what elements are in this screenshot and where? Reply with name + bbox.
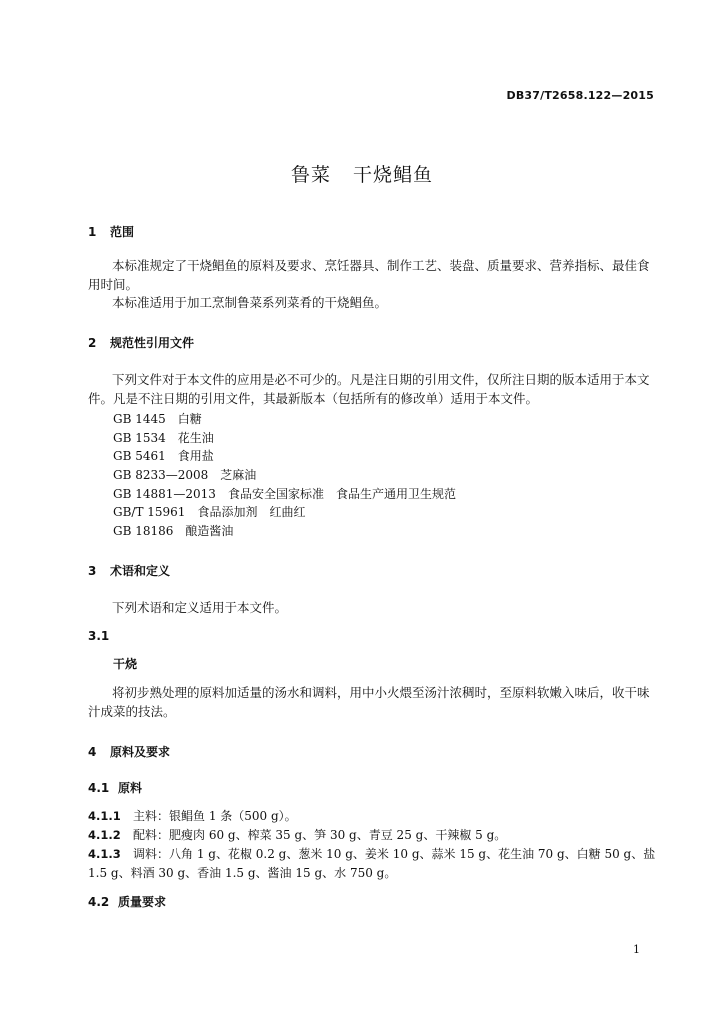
section-1-paragraph-2: 本标准适用于加工烹制鲁菜系列菜肴的干烧鲳鱼。: [112, 295, 388, 310]
reference-code: GB 1534: [113, 431, 166, 445]
page-number: 1: [633, 943, 640, 956]
reference-name: 酿造酱油: [185, 524, 234, 538]
term-name: 干烧: [113, 657, 138, 671]
subsection-number-3-1: 3.1: [88, 629, 110, 643]
reference-item: [113, 466, 256, 483]
subsection-number: 4.1: [88, 781, 110, 795]
section-heading-2: [88, 334, 194, 351]
section-1-paragraph-1: 本标准规定了干烧鲳鱼的原料及要求、烹饪器具、制作工艺、装盘、质量要求、营养指标、最佳食用时间。: [88, 258, 650, 292]
reference-item: [113, 522, 233, 539]
section-title: 范围: [110, 225, 135, 239]
reference-item: [113, 485, 456, 502]
title-part2: 干烧鲳鱼: [353, 164, 434, 186]
reference-name: 花生油: [177, 431, 214, 445]
reference-name: 芝麻油: [220, 468, 257, 482]
section-number: 2: [88, 336, 97, 350]
reference-name: 食品添加剂 红曲红: [197, 505, 306, 519]
reference-item: [113, 429, 214, 446]
reference-code: GB 18186: [113, 524, 174, 538]
reference-name: 食品安全国家标准 食品生产通用卫生规范: [227, 487, 456, 501]
term-definition: 将初步熟处理的原料加适量的汤水和调料，用中小火煨至汤汁浓稠时，至原料软嫩入味后，收干味汁成菜的技法。: [88, 685, 650, 719]
section-heading-1: [88, 223, 134, 240]
item-text: 主料：银鲳鱼 1 条（500 g）。: [133, 809, 297, 823]
reference-item: [113, 410, 202, 427]
document-title: [0, 160, 724, 187]
section-title: 原料及要求: [110, 745, 171, 759]
reference-code: GB 5461: [113, 449, 166, 463]
item-number: 4.1.1: [88, 809, 121, 823]
reference-code: GB 14881—2013: [113, 487, 216, 501]
reference-item: [113, 447, 214, 464]
subsection-heading-4-2: [88, 893, 166, 910]
reference-name: 白糖: [177, 412, 202, 426]
section-3-paragraph-1: 下列术语和定义适用于本文件。: [112, 600, 288, 615]
standard-number: DB37/T2658.122—2015: [506, 89, 654, 102]
subsection-heading-4-1: [88, 779, 142, 796]
item-text: 配料：肥瘦肉 60 g、榨菜 35 g、笋 30 g、青豆 25 g、干辣椒 5 g。: [133, 828, 507, 842]
reference-code: GB 8233—2008: [113, 468, 209, 482]
item-number: 4.1.3: [88, 847, 121, 861]
list-item: [88, 807, 297, 824]
section-title: 规范性引用文件: [110, 336, 195, 350]
reference-name: 食用盐: [177, 449, 214, 463]
section-number: 1: [88, 225, 97, 239]
section-heading-4: [88, 743, 170, 760]
subsection-title: 原料: [118, 781, 143, 795]
reference-code: GB/T 15961: [113, 505, 186, 519]
title-part1: 鲁菜: [290, 164, 331, 186]
item-number: 4.1.2: [88, 828, 121, 842]
list-item: [88, 826, 506, 843]
section-title: 术语和定义: [110, 564, 171, 578]
item-text: 调料：八角 1 g、花椒 0.2 g、葱米 10 g、姜米 10 g、蒜米 15 g、花生油 70 g、白糖 50 g、盐 1.5 g、料酒 30 g、香油 1.5 g、酱油 15 g、水 750 g。: [88, 847, 656, 880]
section-heading-3: [88, 562, 170, 579]
subsection-title: 质量要求: [118, 895, 167, 909]
reference-item: [113, 503, 305, 520]
reference-code: GB 1445: [113, 412, 166, 426]
list-item: [88, 845, 658, 883]
section-number: 3: [88, 564, 97, 578]
section-2-paragraph-1: 下列文件对于本文件的应用是必不可少的。凡是注日期的引用文件，仅所注日期的版本适用于本文件。凡是不注日期的引用文件，其最新版本（包括所有的修改单）适用于本文件。: [88, 372, 650, 406]
section-number: 4: [88, 745, 97, 759]
subsection-number: 4.2: [88, 895, 110, 909]
